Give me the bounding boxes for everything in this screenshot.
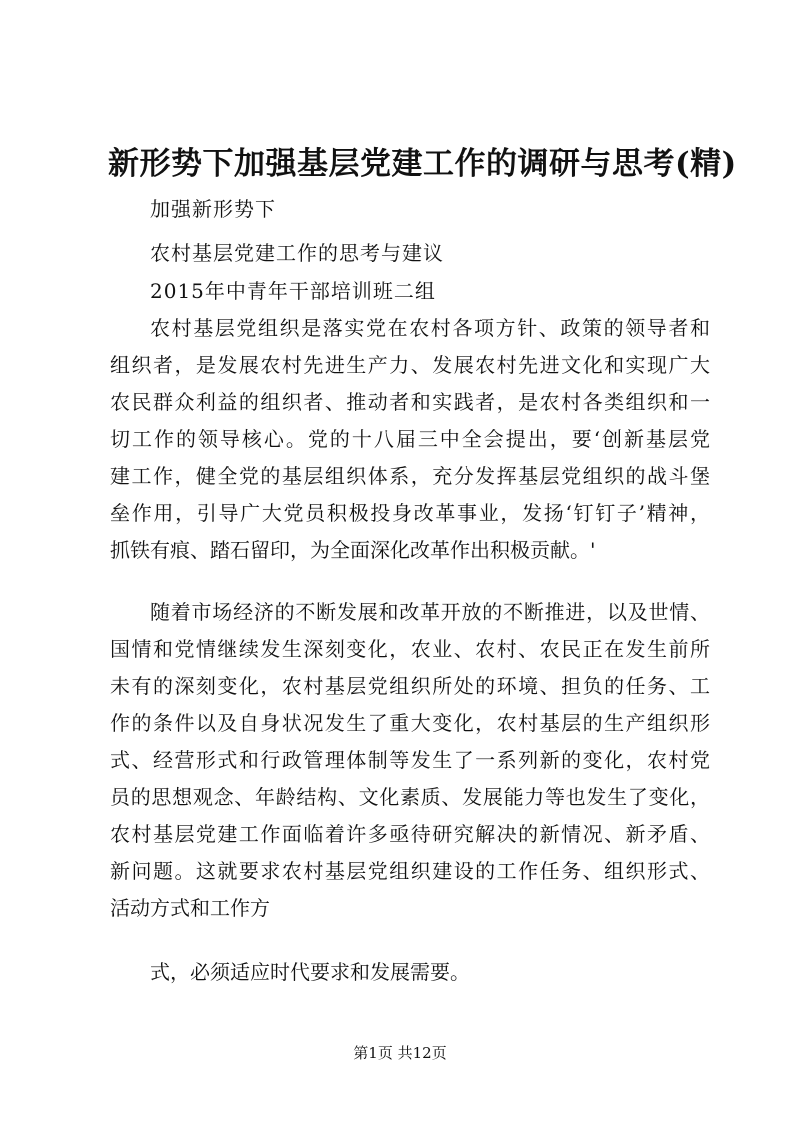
paragraph-line: 农民群众利益的组织者、推动者和实践者，是农村各类组织和一 bbox=[110, 390, 710, 414]
document-title: 新形势下加强基层党建工作的调研与思考(精) bbox=[108, 146, 737, 182]
paragraph-line: 切工作的领导核心。党的十八届三中全会提出，要‘创新基层党 bbox=[110, 427, 710, 451]
paragraph-line: 未有的深刻变化，农村基层党组织所处的环境、担负的任务、工 bbox=[110, 674, 710, 698]
paragraph-line: 抓铁有痕、踏石留印，为全面深化改革作出积极贡献。' bbox=[110, 538, 596, 562]
paragraph-line: 农村基层党建工作面临着许多亟待研究解决的新情况、新矛盾、 bbox=[110, 822, 710, 846]
paragraph-line: 式，必须适应时代要求和发展需要。 bbox=[150, 960, 470, 984]
paragraph-1 bbox=[110, 310, 710, 569]
paragraph-line: 组织者，是发展农村先进生产力、发展农村先进文化和实现广大 bbox=[110, 353, 710, 377]
paragraph-line: 新问题。这就要求农村基层党组织建设的工作任务、组织形式、 bbox=[110, 859, 710, 883]
paragraph-line: 员的思想观念、年龄结构、文化素质、发展能力等也发生了变化， bbox=[110, 785, 710, 809]
paragraph-line: 国情和党情继续发生深刻变化，农业、农村、农民正在发生前所 bbox=[110, 637, 710, 661]
paragraph-line: 垒作用，引导广大党员积极投身改革事业，发扬‘钉钉子’精神， bbox=[110, 501, 710, 525]
subtitle-line-1: 加强新形势下 bbox=[150, 197, 276, 221]
subtitle-line-3: 2015年中青年干部培训班二组 bbox=[150, 279, 436, 303]
paragraph-line: 作的条件以及自身状况发生了重大变化，农村基层的生产组织形 bbox=[110, 711, 710, 735]
paragraph-line: 建工作，健全党的基层组织体系，充分发挥基层党组织的战斗堡 bbox=[110, 464, 710, 488]
paragraph-line: 随着市场经济的不断发展和改革开放的不断推进，以及世情、 bbox=[150, 600, 710, 624]
subtitle-line-2: 农村基层党建工作的思考与建议 bbox=[150, 241, 444, 265]
paragraph-line: 农村基层党组织是落实党在农村各项方针、政策的领导者和 bbox=[150, 316, 710, 340]
paragraph-2 bbox=[110, 594, 710, 927]
paragraph-3 bbox=[110, 954, 710, 991]
paragraph-line: 活动方式和工作方 bbox=[110, 896, 270, 920]
page-number: 第1页 共12页 bbox=[353, 1044, 447, 1062]
paragraph-line: 式、经营形式和行政管理体制等发生了一系列新的变化，农村党 bbox=[110, 748, 710, 772]
